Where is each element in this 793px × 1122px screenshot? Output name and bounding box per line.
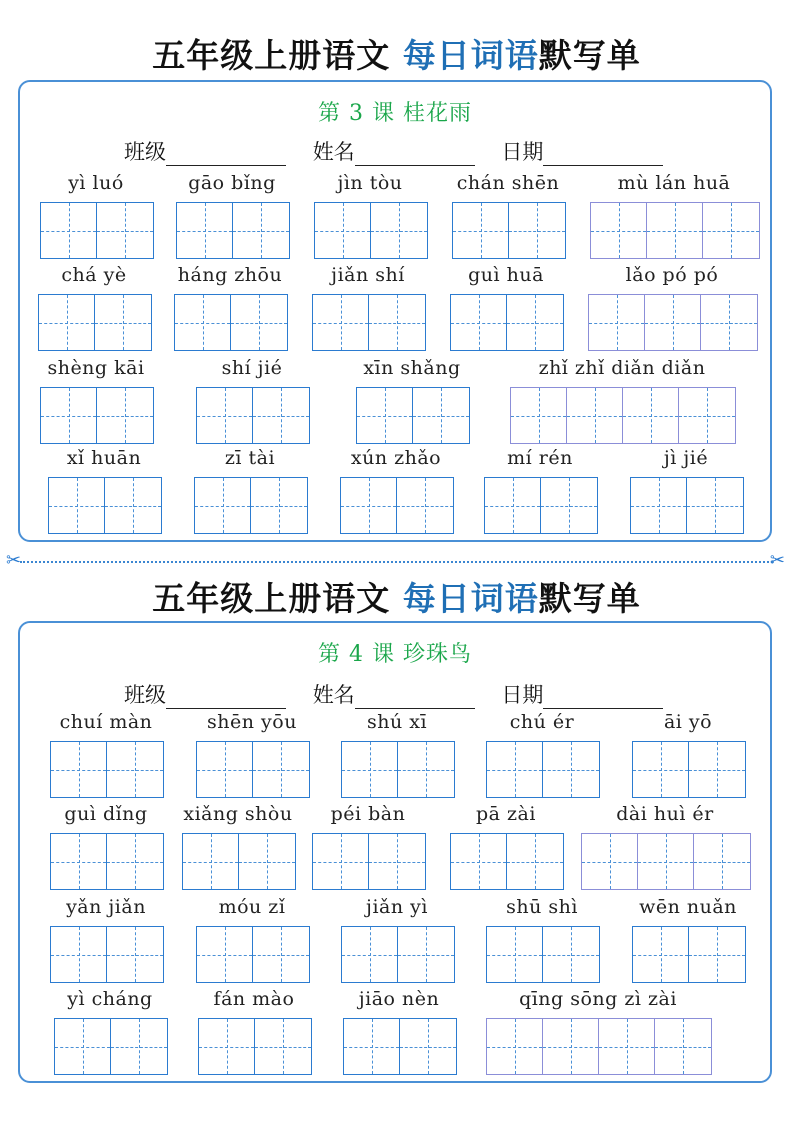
pinyin-label: āi yō (663, 711, 713, 733)
writing-grid[interactable] (40, 202, 154, 259)
pinyin-label: zhǐ zhǐ diǎn diǎn (538, 357, 706, 379)
word-box (48, 447, 160, 534)
name-field[interactable] (355, 688, 475, 709)
writing-cell[interactable] (255, 1019, 311, 1074)
word-box (54, 988, 166, 1075)
writing-cell[interactable] (197, 742, 253, 797)
writing-cell[interactable] (451, 295, 507, 350)
writing-grid[interactable] (176, 202, 290, 259)
writing-cell[interactable] (199, 1019, 255, 1074)
word-box (196, 896, 308, 983)
word-box (486, 896, 598, 983)
info-row (124, 679, 683, 709)
pinyin-label: xiǎng shòu (183, 803, 293, 825)
writing-cell[interactable] (400, 1019, 456, 1074)
pinyin-label: chú ér (509, 711, 575, 733)
writing-cell[interactable] (647, 203, 703, 258)
writing-grid[interactable] (194, 477, 308, 534)
writing-grid[interactable] (198, 1018, 312, 1075)
name-label: 姓名 (312, 140, 355, 164)
class-field[interactable] (166, 145, 286, 166)
pinyin-label: shū shì (506, 896, 578, 918)
writing-grid[interactable] (484, 477, 598, 534)
word-box (632, 896, 744, 983)
writing-grid[interactable] (38, 294, 152, 351)
sheet-title (0, 30, 793, 77)
writing-cell[interactable] (485, 478, 541, 533)
word-box (341, 896, 453, 983)
title-part: 五年级上册语文 (152, 36, 403, 75)
pinyin-label: jiǎn yì (366, 896, 428, 918)
writing-cell[interactable] (689, 927, 745, 982)
word-box (340, 447, 452, 534)
pinyin-label: chá yè (61, 264, 127, 286)
pinyin-label: jiāo nèn (358, 988, 440, 1010)
sheet-title (0, 573, 793, 620)
date-label: 日期 (501, 140, 544, 164)
worksheet-panel (18, 80, 772, 542)
writing-cell[interactable] (105, 478, 161, 533)
writing-grid[interactable] (510, 387, 736, 444)
worksheet-panel (18, 621, 772, 1083)
writing-grid[interactable] (341, 926, 455, 983)
writing-cell[interactable] (453, 203, 509, 258)
writing-cell[interactable] (631, 478, 687, 533)
writing-cell[interactable] (369, 295, 425, 350)
word-box (50, 803, 162, 890)
word-box (40, 172, 152, 259)
word-box (343, 988, 455, 1075)
pinyin-label: qīng sōng zì zài (519, 988, 677, 1010)
writing-grid[interactable] (40, 387, 154, 444)
writing-cell[interactable] (543, 1019, 599, 1074)
word-box (312, 803, 424, 890)
word-box (632, 711, 744, 798)
writing-grid[interactable] (356, 387, 470, 444)
class-label: 班级 (124, 140, 166, 164)
title-highlight: 每日词语 (402, 579, 539, 618)
writing-cell[interactable] (694, 834, 750, 889)
lesson-title: 第 4 课 珍珠鸟 (318, 642, 472, 667)
writing-cell[interactable] (541, 478, 597, 533)
word-box (174, 264, 286, 351)
writing-cell[interactable] (253, 927, 309, 982)
writing-grid[interactable] (314, 202, 428, 259)
word-box (314, 172, 426, 259)
writing-grid[interactable] (450, 294, 564, 351)
word-box (40, 357, 152, 444)
writing-cell[interactable] (51, 742, 107, 797)
name-label: 姓名 (312, 683, 355, 707)
writing-cell[interactable] (511, 388, 567, 443)
pinyin-label: pā zài (476, 803, 536, 825)
title-part: 默写单 (538, 579, 641, 618)
pinyin-label: shèng kāi (47, 357, 145, 379)
writing-cell[interactable] (638, 834, 694, 889)
writing-cell[interactable] (197, 388, 253, 443)
writing-cell[interactable] (398, 927, 454, 982)
scissors-icon: ✂ (769, 550, 785, 571)
pinyin-label: mí rén (507, 447, 573, 469)
writing-cell[interactable] (623, 388, 679, 443)
pinyin-label: xún zhǎo (350, 447, 442, 469)
writing-cell[interactable] (97, 388, 153, 443)
writing-grid[interactable] (452, 202, 566, 259)
writing-grid[interactable] (48, 477, 162, 534)
writing-cell[interactable] (633, 927, 689, 982)
pinyin-label: shí jié (221, 357, 283, 379)
writing-grid[interactable] (50, 741, 164, 798)
writing-grid[interactable] (182, 833, 296, 890)
writing-cell[interactable] (451, 834, 507, 889)
word-box (510, 357, 734, 444)
pinyin-label: zī tài (224, 447, 276, 469)
writing-cell[interactable] (701, 295, 757, 350)
writing-cell[interactable] (111, 1019, 167, 1074)
word-box (630, 447, 742, 534)
pinyin-label: jì jié (663, 447, 709, 469)
writing-cell[interactable] (41, 203, 97, 258)
writing-cell[interactable] (107, 927, 163, 982)
writing-cell[interactable] (371, 203, 427, 258)
date-field[interactable] (543, 688, 663, 709)
cut-line (0, 550, 793, 571)
writing-grid[interactable] (50, 926, 164, 983)
pinyin-label: guì huā (468, 264, 544, 286)
word-box (312, 264, 424, 351)
writing-cell[interactable] (582, 834, 638, 889)
writing-grid[interactable] (50, 833, 164, 890)
writing-cell[interactable] (313, 834, 369, 889)
writing-cell[interactable] (687, 478, 743, 533)
writing-cell[interactable] (507, 295, 563, 350)
writing-cell[interactable] (49, 478, 105, 533)
writing-cell[interactable] (233, 203, 289, 258)
writing-cell[interactable] (253, 742, 309, 797)
writing-grid[interactable] (174, 294, 288, 351)
pinyin-label: jìn tòu (337, 172, 403, 194)
writing-cell[interactable] (239, 834, 295, 889)
writing-cell[interactable] (177, 203, 233, 258)
pinyin-label: wēn nuǎn (639, 896, 737, 918)
writing-cell[interactable] (487, 927, 543, 982)
writing-cell[interactable] (397, 478, 453, 533)
writing-cell[interactable] (231, 295, 287, 350)
writing-cell[interactable] (107, 834, 163, 889)
writing-grid[interactable] (486, 926, 600, 983)
title-highlight: 每日词语 (402, 36, 539, 75)
writing-cell[interactable] (97, 203, 153, 258)
writing-cell[interactable] (183, 834, 239, 889)
writing-cell[interactable] (567, 388, 623, 443)
pinyin-label: péi bàn (330, 803, 406, 825)
writing-cell[interactable] (543, 927, 599, 982)
word-box (484, 447, 596, 534)
title-part: 默写单 (538, 36, 641, 75)
word-box (590, 172, 758, 259)
writing-grid[interactable] (630, 477, 744, 534)
writing-grid[interactable] (590, 202, 760, 259)
writing-cell[interactable] (599, 1019, 655, 1074)
word-box (198, 988, 310, 1075)
writing-cell[interactable] (253, 388, 309, 443)
writing-cell[interactable] (655, 1019, 711, 1074)
writing-grid[interactable] (486, 1018, 712, 1075)
writing-cell[interactable] (315, 203, 371, 258)
writing-cell[interactable] (689, 742, 745, 797)
writing-cell[interactable] (413, 388, 469, 443)
pinyin-label: háng zhōu (177, 264, 283, 286)
word-box (452, 172, 564, 259)
word-box (341, 711, 453, 798)
name-field[interactable] (355, 145, 475, 166)
writing-cell[interactable] (251, 478, 307, 533)
writing-grid[interactable] (632, 926, 746, 983)
writing-grid[interactable] (581, 833, 751, 890)
writing-grid[interactable] (312, 833, 426, 890)
writing-grid[interactable] (54, 1018, 168, 1075)
pinyin-label: móu zǐ (218, 896, 286, 918)
writing-grid[interactable] (196, 387, 310, 444)
pinyin-label: xǐ huān (66, 447, 142, 469)
pinyin-label: shēn yōu (207, 711, 297, 733)
writing-grid[interactable] (196, 741, 310, 798)
word-box (176, 172, 288, 259)
writing-cell[interactable] (95, 295, 151, 350)
dotted-divider (20, 561, 773, 563)
writing-cell[interactable] (341, 478, 397, 533)
word-box (588, 264, 756, 351)
lesson-title: 第 3 课 桂花雨 (318, 101, 472, 126)
pinyin-label: yì luó (68, 172, 124, 194)
writing-cell[interactable] (487, 1019, 543, 1074)
writing-cell[interactable] (703, 203, 759, 258)
writing-cell[interactable] (342, 742, 398, 797)
writing-cell[interactable] (645, 295, 701, 350)
writing-cell[interactable] (589, 295, 645, 350)
writing-cell[interactable] (51, 834, 107, 889)
writing-cell[interactable] (543, 742, 599, 797)
word-box (450, 803, 562, 890)
pinyin-label: xīn shǎng (363, 357, 461, 379)
writing-cell[interactable] (507, 834, 563, 889)
pinyin-label: lǎo pó pó (625, 264, 719, 286)
class-field[interactable] (166, 688, 286, 709)
writing-cell[interactable] (51, 927, 107, 982)
pinyin-label: jiǎn shí (331, 264, 405, 286)
word-box (486, 711, 598, 798)
writing-cell[interactable] (313, 295, 369, 350)
pinyin-label: chán shēn (456, 172, 560, 194)
writing-grid[interactable] (450, 833, 564, 890)
scissors-icon: ✂ (6, 550, 22, 571)
writing-grid[interactable] (486, 741, 600, 798)
word-box (581, 803, 749, 890)
pinyin-label: fán mào (213, 988, 295, 1010)
word-box (356, 357, 468, 444)
pinyin-label: yì cháng (67, 988, 153, 1010)
title-part: 五年级上册语文 (152, 579, 403, 618)
writing-cell[interactable] (107, 742, 163, 797)
writing-cell[interactable] (357, 388, 413, 443)
word-box (196, 357, 308, 444)
word-box (196, 711, 308, 798)
date-label: 日期 (501, 683, 544, 707)
date-field[interactable] (543, 145, 663, 166)
writing-grid[interactable] (343, 1018, 457, 1075)
word-box (486, 988, 710, 1075)
pinyin-label: gāo bǐng (188, 172, 276, 194)
writing-grid[interactable] (588, 294, 758, 351)
class-label: 班级 (124, 683, 166, 707)
writing-cell[interactable] (487, 742, 543, 797)
writing-cell[interactable] (175, 295, 231, 350)
pinyin-label: guì dǐng (64, 803, 148, 825)
writing-cell[interactable] (55, 1019, 111, 1074)
pinyin-label: chuí màn (59, 711, 153, 733)
writing-grid[interactable] (312, 294, 426, 351)
writing-cell[interactable] (591, 203, 647, 258)
pinyin-label: mù lán huā (617, 172, 731, 194)
word-box (50, 896, 162, 983)
writing-cell[interactable] (342, 927, 398, 982)
info-row (124, 136, 683, 166)
word-box (38, 264, 150, 351)
writing-cell[interactable] (679, 388, 735, 443)
writing-grid[interactable] (632, 741, 746, 798)
writing-cell[interactable] (633, 742, 689, 797)
word-box (182, 803, 294, 890)
word-box (450, 264, 562, 351)
writing-cell[interactable] (398, 742, 454, 797)
writing-cell[interactable] (509, 203, 565, 258)
pinyin-label: shú xī (366, 711, 428, 733)
pinyin-label: yǎn jiǎn (66, 896, 146, 918)
writing-cell[interactable] (39, 295, 95, 350)
writing-cell[interactable] (197, 927, 253, 982)
writing-cell[interactable] (369, 834, 425, 889)
word-box (194, 447, 306, 534)
writing-cell[interactable] (195, 478, 251, 533)
pinyin-label: dài huì ér (616, 803, 714, 825)
writing-cell[interactable] (344, 1019, 400, 1074)
writing-grid[interactable] (340, 477, 454, 534)
writing-cell[interactable] (41, 388, 97, 443)
word-box (50, 711, 162, 798)
writing-grid[interactable] (196, 926, 310, 983)
writing-grid[interactable] (341, 741, 455, 798)
